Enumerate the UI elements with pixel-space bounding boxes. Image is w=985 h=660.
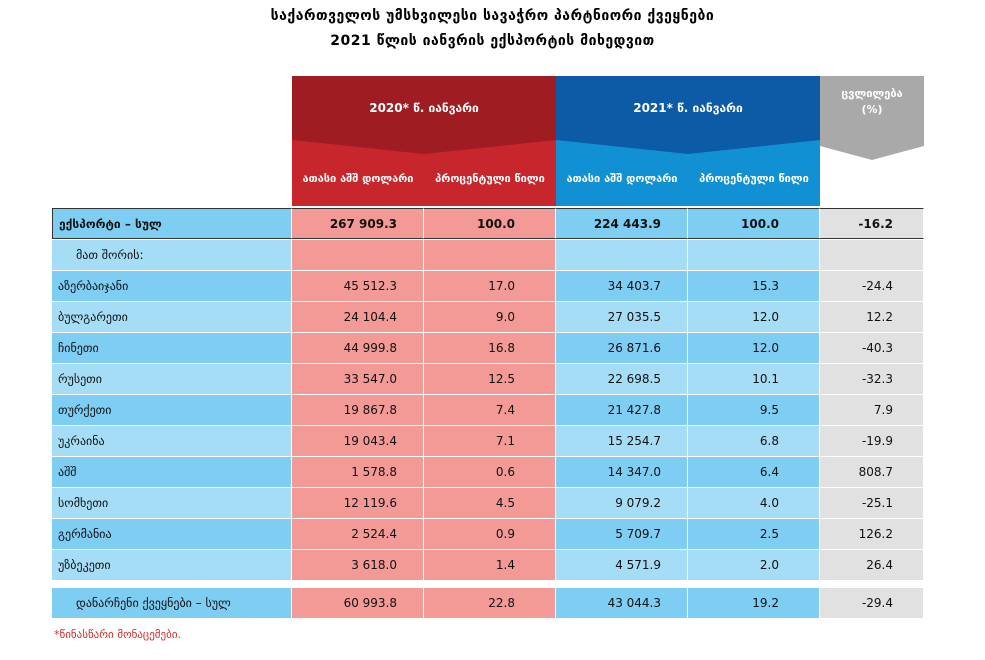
row-label: თურქეთი — [52, 395, 292, 426]
change-value: -40.3 — [820, 333, 924, 364]
share-2020: 7.1 — [424, 426, 556, 457]
share-2021: 15.3 — [688, 271, 820, 302]
share-2020: 16.8 — [424, 333, 556, 364]
table-row-rest — [0, 588, 985, 619]
change-value: 808.7 — [820, 457, 924, 488]
change-value: 7.9 — [820, 395, 924, 426]
value-2020: 45 512.3 — [292, 271, 424, 302]
chevron-down-icon — [820, 146, 924, 160]
value-2020: 12 119.6 — [292, 488, 424, 519]
value-2020: 2 524.4 — [292, 519, 424, 550]
value-2020: 267 909.3 — [292, 208, 424, 239]
value-2020: 44 999.8 — [292, 333, 424, 364]
change-value: -29.4 — [820, 588, 924, 619]
value-2020: 3 618.0 — [292, 550, 424, 581]
share-2021: 2.0 — [688, 550, 820, 581]
table-row — [0, 550, 985, 581]
value-2021: 34 403.7 — [556, 271, 688, 302]
value-2021: 27 035.5 — [556, 302, 688, 333]
share-2021: 6.4 — [688, 457, 820, 488]
value-2020: 60 993.8 — [292, 588, 424, 619]
table-row — [0, 488, 985, 519]
table-row-including — [0, 240, 985, 271]
col-header-share-2021: პროცენტული წილი — [699, 171, 809, 185]
value-2020: 24 104.4 — [292, 302, 424, 333]
empty-cell — [820, 240, 924, 271]
change-value: 12.2 — [820, 302, 924, 333]
share-2021: 100.0 — [688, 208, 820, 239]
share-2021: 19.2 — [688, 588, 820, 619]
table-row — [0, 333, 985, 364]
table-subtitle: 2021 წლის იანვრის ექსპორტის მიხედვით — [330, 33, 655, 49]
change-value: -32.3 — [820, 364, 924, 395]
value-2021: 22 698.5 — [556, 364, 688, 395]
chevron-down-icon — [556, 140, 820, 154]
change-header-label: ცვლილება — [841, 87, 903, 100]
change-value: 126.2 — [820, 519, 924, 550]
share-2020: 17.0 — [424, 271, 556, 302]
share-2020: 9.0 — [424, 302, 556, 333]
table-row — [0, 519, 985, 550]
row-label: სომხეთი — [52, 488, 292, 519]
row-label: გერმანია — [52, 519, 292, 550]
share-2021: 10.1 — [688, 364, 820, 395]
change-value: -16.2 — [820, 208, 924, 239]
share-2021: 12.0 — [688, 302, 820, 333]
share-2020: 100.0 — [424, 208, 556, 239]
row-label: აზერბაიჯანი — [52, 271, 292, 302]
row-label: აშშ — [52, 457, 292, 488]
empty-cell — [556, 240, 688, 271]
change-value: -25.1 — [820, 488, 924, 519]
header-2021 — [556, 76, 820, 206]
col-header-usd-2020: ათასი აშშ დოლარი — [302, 171, 414, 185]
row-label: დანარჩენი ქვეყნები – სულ — [52, 588, 292, 619]
change-header — [820, 76, 924, 146]
value-2021: 224 443.9 — [556, 208, 688, 239]
header-change — [820, 76, 924, 206]
share-2021: 4.0 — [688, 488, 820, 519]
value-2021: 4 571.9 — [556, 550, 688, 581]
change-value: -19.9 — [820, 426, 924, 457]
share-2020: 7.4 — [424, 395, 556, 426]
share-2020: 12.5 — [424, 364, 556, 395]
table-row — [0, 302, 985, 333]
value-2020: 33 547.0 — [292, 364, 424, 395]
value-2021: 26 871.6 — [556, 333, 688, 364]
header-2020 — [292, 76, 556, 206]
row-label: უკრაინა — [52, 426, 292, 457]
value-2020: 1 578.8 — [292, 457, 424, 488]
period-2021-label: 2021* წ. იანვარი — [556, 76, 820, 140]
value-2021: 43 044.3 — [556, 588, 688, 619]
share-2020: 22.8 — [424, 588, 556, 619]
share-2021: 12.0 — [688, 333, 820, 364]
table-row-total — [0, 208, 985, 239]
table-row — [0, 364, 985, 395]
empty-cell — [292, 240, 424, 271]
row-label: რუსეთი — [52, 364, 292, 395]
change-header-unit: (%) — [861, 103, 883, 116]
change-value: -24.4 — [820, 271, 924, 302]
row-label: მათ შორის: — [52, 240, 292, 271]
footnote: *წინასწარი მონაცემები. — [54, 628, 182, 641]
share-2020: 1.4 — [424, 550, 556, 581]
col-header-usd-2021: ათასი აშშ დოლარი — [566, 171, 678, 185]
row-label: ჩინეთი — [52, 333, 292, 364]
value-2020: 19 867.8 — [292, 395, 424, 426]
col-header-share-2020: პროცენტული წილი — [435, 171, 545, 185]
table-row — [0, 457, 985, 488]
value-2021: 5 709.7 — [556, 519, 688, 550]
chevron-down-icon — [292, 140, 556, 154]
value-2021: 14 347.0 — [556, 457, 688, 488]
row-label: ბულგარეთი — [52, 302, 292, 333]
change-value: 26.4 — [820, 550, 924, 581]
value-2021: 9 079.2 — [556, 488, 688, 519]
table-title: საქართველოს უმსხვილესი სავაჭრო პარტნიორი ქვეყნები — [270, 8, 715, 24]
empty-cell — [424, 240, 556, 271]
value-2021: 15 254.7 — [556, 426, 688, 457]
table-row — [0, 426, 985, 457]
share-2021: 2.5 — [688, 519, 820, 550]
share-2021: 6.8 — [688, 426, 820, 457]
value-2021: 21 427.8 — [556, 395, 688, 426]
share-2020: 0.9 — [424, 519, 556, 550]
row-label: უზბეკეთი — [52, 550, 292, 581]
period-2020-label: 2020* წ. იანვარი — [292, 76, 556, 140]
table-row — [0, 271, 985, 302]
table-row — [0, 395, 985, 426]
empty-cell — [688, 240, 820, 271]
share-2020: 4.5 — [424, 488, 556, 519]
share-2021: 9.5 — [688, 395, 820, 426]
share-2020: 0.6 — [424, 457, 556, 488]
row-label: ექსპორტი – სულ — [52, 208, 292, 239]
value-2020: 19 043.4 — [292, 426, 424, 457]
